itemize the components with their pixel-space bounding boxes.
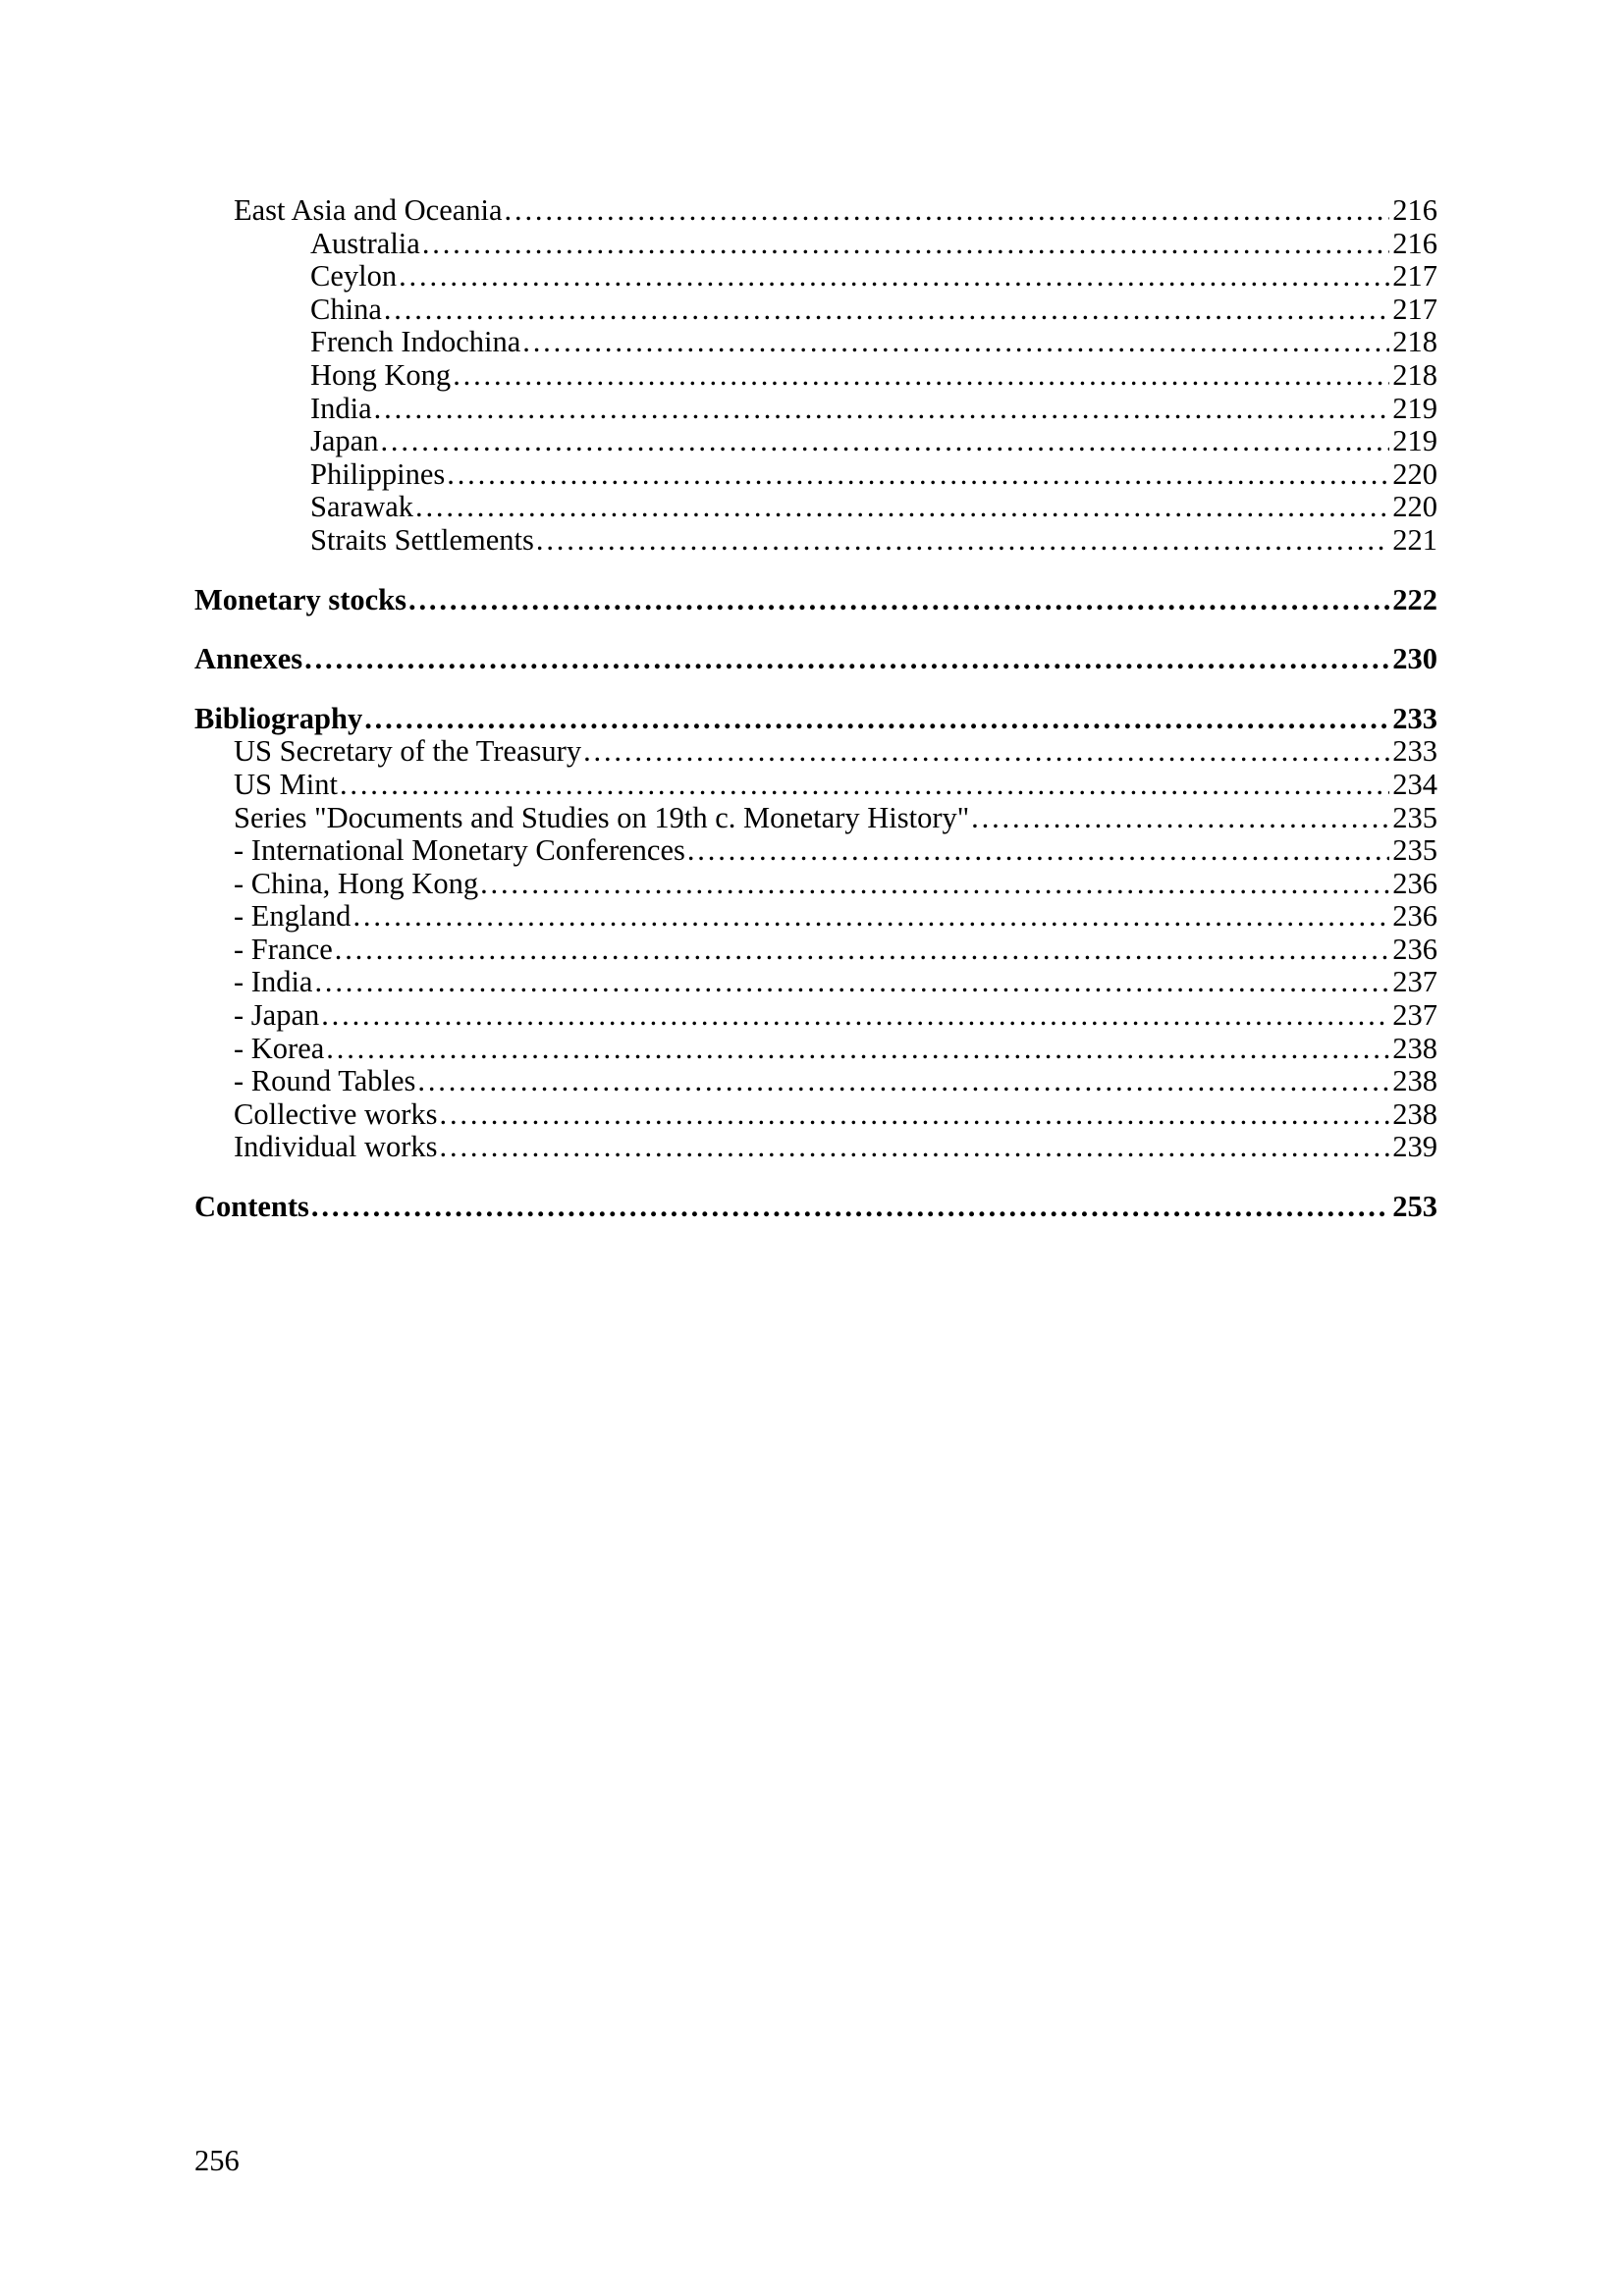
toc-entry <box>194 900 1437 934</box>
toc-entry <box>194 228 1437 261</box>
toc-entry-label: Philippines <box>310 456 446 491</box>
dot-leader <box>374 393 1390 426</box>
dot-leader <box>380 425 1389 458</box>
dot-leader <box>422 228 1389 261</box>
dot-leader <box>304 643 1389 676</box>
dot-leader <box>399 260 1389 294</box>
toc-entry-label: - France <box>234 932 333 966</box>
toc-entry-page: 216 <box>1392 193 1437 227</box>
toc-entry-label: Contents <box>194 1190 309 1224</box>
dot-leader <box>364 703 1389 736</box>
toc-entry-page: 237 <box>1392 965 1437 999</box>
toc-entry-page: 235 <box>1392 833 1437 868</box>
toc-entry-page: 234 <box>1392 767 1437 801</box>
dot-leader <box>583 735 1389 769</box>
toc-entry-label: Monetary stocks <box>194 582 407 616</box>
dot-leader <box>417 1065 1389 1098</box>
dot-leader <box>321 999 1389 1033</box>
toc-entry-page: 220 <box>1392 456 1437 491</box>
toc-entry-page: 238 <box>1392 1064 1437 1098</box>
toc-entry-label: Ceylon <box>310 259 398 294</box>
toc-entry-page: 236 <box>1392 866 1437 900</box>
toc-entry <box>194 458 1437 492</box>
toc-entry-page: 238 <box>1392 1031 1437 1065</box>
toc-entry-page: 236 <box>1392 932 1437 966</box>
page-number: 256 <box>194 2144 240 2177</box>
toc-entry-label: Straits Settlements <box>310 522 534 557</box>
dot-leader <box>480 868 1389 901</box>
toc-entry <box>194 1191 1437 1224</box>
toc-entry-page: 230 <box>1392 642 1437 676</box>
toc-entry-label: French Indochina <box>310 325 521 359</box>
toc-entry <box>194 524 1437 558</box>
dot-leader <box>384 294 1389 327</box>
toc-entry-label: - India <box>234 965 313 999</box>
toc-entry-label: - England <box>234 899 352 934</box>
toc-entry <box>194 934 1437 967</box>
toc-entry <box>194 1098 1437 1132</box>
dot-leader <box>440 1098 1390 1132</box>
toc-entry <box>194 1065 1437 1098</box>
toc-entry-label: Collective works <box>234 1096 438 1131</box>
toc-entry-page: 233 <box>1392 734 1437 769</box>
toc-entry <box>194 966 1437 999</box>
toc-entry <box>194 194 1437 228</box>
toc-entry-page: 239 <box>1392 1130 1437 1164</box>
toc-entry-page: 237 <box>1392 998 1437 1033</box>
toc-entry-label: India <box>310 391 372 425</box>
toc-entry <box>194 326 1437 359</box>
toc-entry-label: US Mint <box>234 767 338 801</box>
toc-entry-page: 219 <box>1392 424 1437 458</box>
toc-entry <box>194 735 1437 769</box>
toc-entry-label: - International Monetary Conferences <box>234 833 685 868</box>
table-of-contents <box>194 194 1437 1224</box>
toc-entry-page: 221 <box>1392 522 1437 557</box>
toc-entry <box>194 834 1437 868</box>
toc-entry-page: 218 <box>1392 357 1437 392</box>
toc-entry-label: - Japan <box>234 998 320 1033</box>
toc-entry <box>194 643 1437 676</box>
toc-entry <box>194 868 1437 901</box>
toc-entry-page: 236 <box>1392 899 1437 934</box>
dot-leader <box>326 1033 1389 1066</box>
toc-entry-label: East Asia and Oceania <box>234 193 503 227</box>
toc-entry <box>194 802 1437 835</box>
toc-entry-label: - Korea <box>234 1031 325 1065</box>
toc-entry-label: Series "Documents and Studies on 19th c. Monetary History" <box>234 800 970 834</box>
dot-leader <box>453 359 1389 393</box>
dot-leader <box>335 934 1389 967</box>
dot-leader <box>415 491 1389 524</box>
dot-leader <box>340 769 1389 802</box>
toc-entry-page: 217 <box>1392 259 1437 294</box>
toc-entry <box>194 584 1437 617</box>
toc-entry-page: 216 <box>1392 226 1437 260</box>
toc-entry-page: 217 <box>1392 292 1437 326</box>
toc-entry-label: Sarawak <box>310 490 414 524</box>
toc-entry-label: US Secretary of the Treasury <box>234 734 582 769</box>
toc-entry-page: 238 <box>1392 1096 1437 1131</box>
dot-leader <box>522 326 1389 359</box>
toc-entry <box>194 425 1437 458</box>
toc-entry <box>194 1033 1437 1066</box>
toc-entry-label: Bibliography <box>194 701 363 735</box>
toc-entry <box>194 260 1437 294</box>
toc-entry-page: 233 <box>1392 701 1437 735</box>
dot-leader <box>447 458 1389 492</box>
toc-entry-label: - Round Tables <box>234 1064 416 1098</box>
dot-leader <box>971 802 1389 835</box>
toc-entry <box>194 393 1437 426</box>
toc-entry-page: 220 <box>1392 490 1437 524</box>
toc-entry <box>194 294 1437 327</box>
toc-entry-label: - China, Hong Kong <box>234 866 479 900</box>
toc-entry-page: 222 <box>1392 582 1437 616</box>
dot-leader <box>314 966 1389 999</box>
toc-entry-page: 218 <box>1392 325 1437 359</box>
toc-entry-page: 235 <box>1392 800 1437 834</box>
toc-entry-label: Individual works <box>234 1130 438 1164</box>
dot-leader <box>505 194 1390 228</box>
toc-entry-page: 219 <box>1392 391 1437 425</box>
dot-leader <box>408 584 1389 617</box>
dot-leader <box>352 900 1389 934</box>
toc-entry <box>194 703 1437 736</box>
toc-entry <box>194 769 1437 802</box>
toc-entry-page: 253 <box>1392 1190 1437 1224</box>
dot-leader <box>311 1191 1389 1224</box>
toc-entry <box>194 359 1437 393</box>
dot-leader <box>536 524 1389 558</box>
toc-entry-label: Hong Kong <box>310 357 452 392</box>
toc-entry-label: Australia <box>310 226 420 260</box>
toc-entry-label: Japan <box>310 424 379 458</box>
toc-entry-label: China <box>310 292 382 326</box>
dot-leader <box>687 834 1389 868</box>
dot-leader <box>440 1131 1390 1164</box>
toc-entry-label: Annexes <box>194 642 303 676</box>
toc-entry <box>194 999 1437 1033</box>
toc-entry <box>194 491 1437 524</box>
toc-entry <box>194 1131 1437 1164</box>
